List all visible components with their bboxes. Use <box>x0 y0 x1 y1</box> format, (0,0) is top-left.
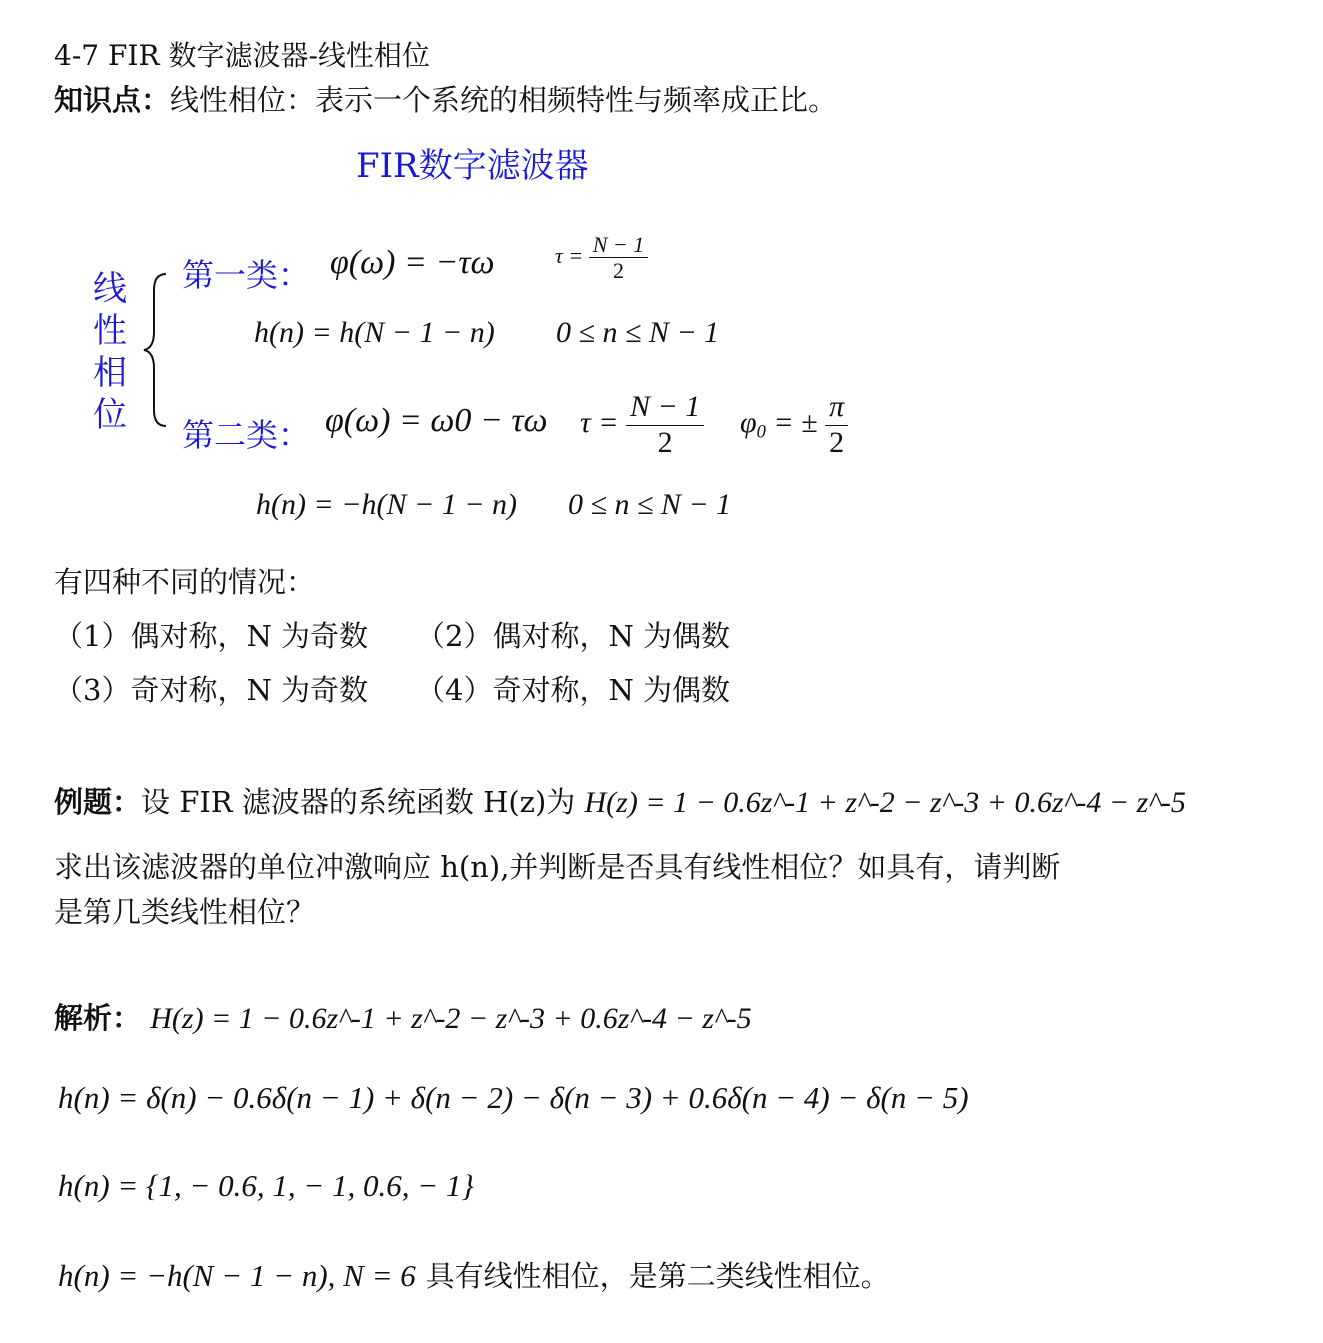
case-item: （4）奇对称，N 为偶数 <box>416 673 731 707</box>
section-title: FIR数字滤波器 <box>356 146 589 186</box>
linear-phase-side-label <box>90 268 130 436</box>
knowledge-text: 线性相位：表示一个系统的相频特性与频率成正比。 <box>170 83 838 117</box>
class2-h-equation: h(n) = −h(N − 1 − n) <box>256 488 517 521</box>
fraction-numerator: N − 1 <box>626 390 704 426</box>
class2-phi0: $\varphi_0$ = ± $\frac{\pi}{2}$ <box>740 390 848 460</box>
example-question-line2: 是第几类线性相位？ <box>54 895 316 929</box>
class2-phase-equation <box>325 402 548 440</box>
solution-hz-equation: H(z) = 1 − 0.6z^-1 + z^-2 − z^-3 + 0.6z^-4 − z^-5 <box>150 1002 752 1035</box>
solution-sequence: h(n) = {1, − 0.6, 1, − 1, 0.6, − 1} <box>58 1168 474 1203</box>
case-item: （3）奇对称，N 为奇数 <box>54 673 369 707</box>
class2-phase-equation-text: φ(ω) = ω0 − τω <box>325 402 548 439</box>
side-label-char: 性 <box>93 311 127 351</box>
fraction-denominator: 2 <box>657 425 673 459</box>
solution-line1 <box>54 996 752 1037</box>
page-heading: 4-7 FIR 数字滤波器-线性相位 <box>54 39 430 72</box>
class2-range: 0 ≤ n ≤ N − 1 <box>568 488 732 521</box>
left-brace-icon <box>140 270 170 430</box>
class1-label: 第一类： <box>182 256 311 294</box>
fraction-denominator: 2 <box>829 425 845 459</box>
class2-phi0-fraction <box>825 390 848 460</box>
class1-phase-equation: φ(ω) = −τω <box>330 244 495 281</box>
cases-intro: 有四种不同的情况： <box>54 565 316 599</box>
side-label-char: 相 <box>93 353 127 393</box>
side-label-char: 位 <box>93 395 127 435</box>
example-line <box>54 780 1186 821</box>
class1-tau: τ = $\frac{N - 1}{2}$ <box>555 232 648 284</box>
solution-label: 解析： <box>54 1001 142 1035</box>
solution-conclusion <box>58 1254 890 1295</box>
example-question-line1: 求出该滤波器的单位冲激响应 h(n),并判断是否具有线性相位？如具有，请判断 <box>54 850 1061 884</box>
fraction-numerator: N − 1 <box>589 232 649 258</box>
knowledge-point <box>54 78 837 119</box>
case-item: （1）偶对称，N 为奇数 <box>54 619 369 653</box>
side-label-char: 线 <box>93 269 127 309</box>
example-label: 例题： <box>54 785 142 819</box>
class1-h-equation: h(n) = h(N − 1 − n) <box>254 316 495 349</box>
conclusion-text: 具有线性相位，是第二类线性相位。 <box>425 1259 890 1293</box>
case-item: （2）偶对称，N 为偶数 <box>416 619 731 653</box>
fraction-numerator: π <box>825 390 848 426</box>
class1-range: 0 ≤ n ≤ N − 1 <box>556 316 720 349</box>
class2-tau-fraction <box>626 390 704 460</box>
class1-tau-fraction <box>589 232 649 284</box>
solution-hn-equation: h(n) = δ(n) − 0.6δ(n − 1) + δ(n − 2) − δ(n − 3) + 0.6δ(n − 4) − δ(n − 5) <box>58 1080 969 1115</box>
conclusion-math: h(n) = −h(N − 1 − n), N = 6 <box>58 1258 416 1293</box>
class2-tau: τ = $\frac{N - 1}{2}$ <box>580 390 704 460</box>
knowledge-label: 知识点： <box>54 83 171 117</box>
class2-label: 第二类： <box>182 416 311 454</box>
example-equation: H(z) = 1 − 0.6z^-1 + z^-2 − z^-3 + 0.6z^-4 − z^-5 <box>584 786 1186 819</box>
example-text: 设 FIR 滤波器的系统函数 H(z)为 <box>141 785 576 819</box>
fraction-denominator: 2 <box>613 258 624 284</box>
